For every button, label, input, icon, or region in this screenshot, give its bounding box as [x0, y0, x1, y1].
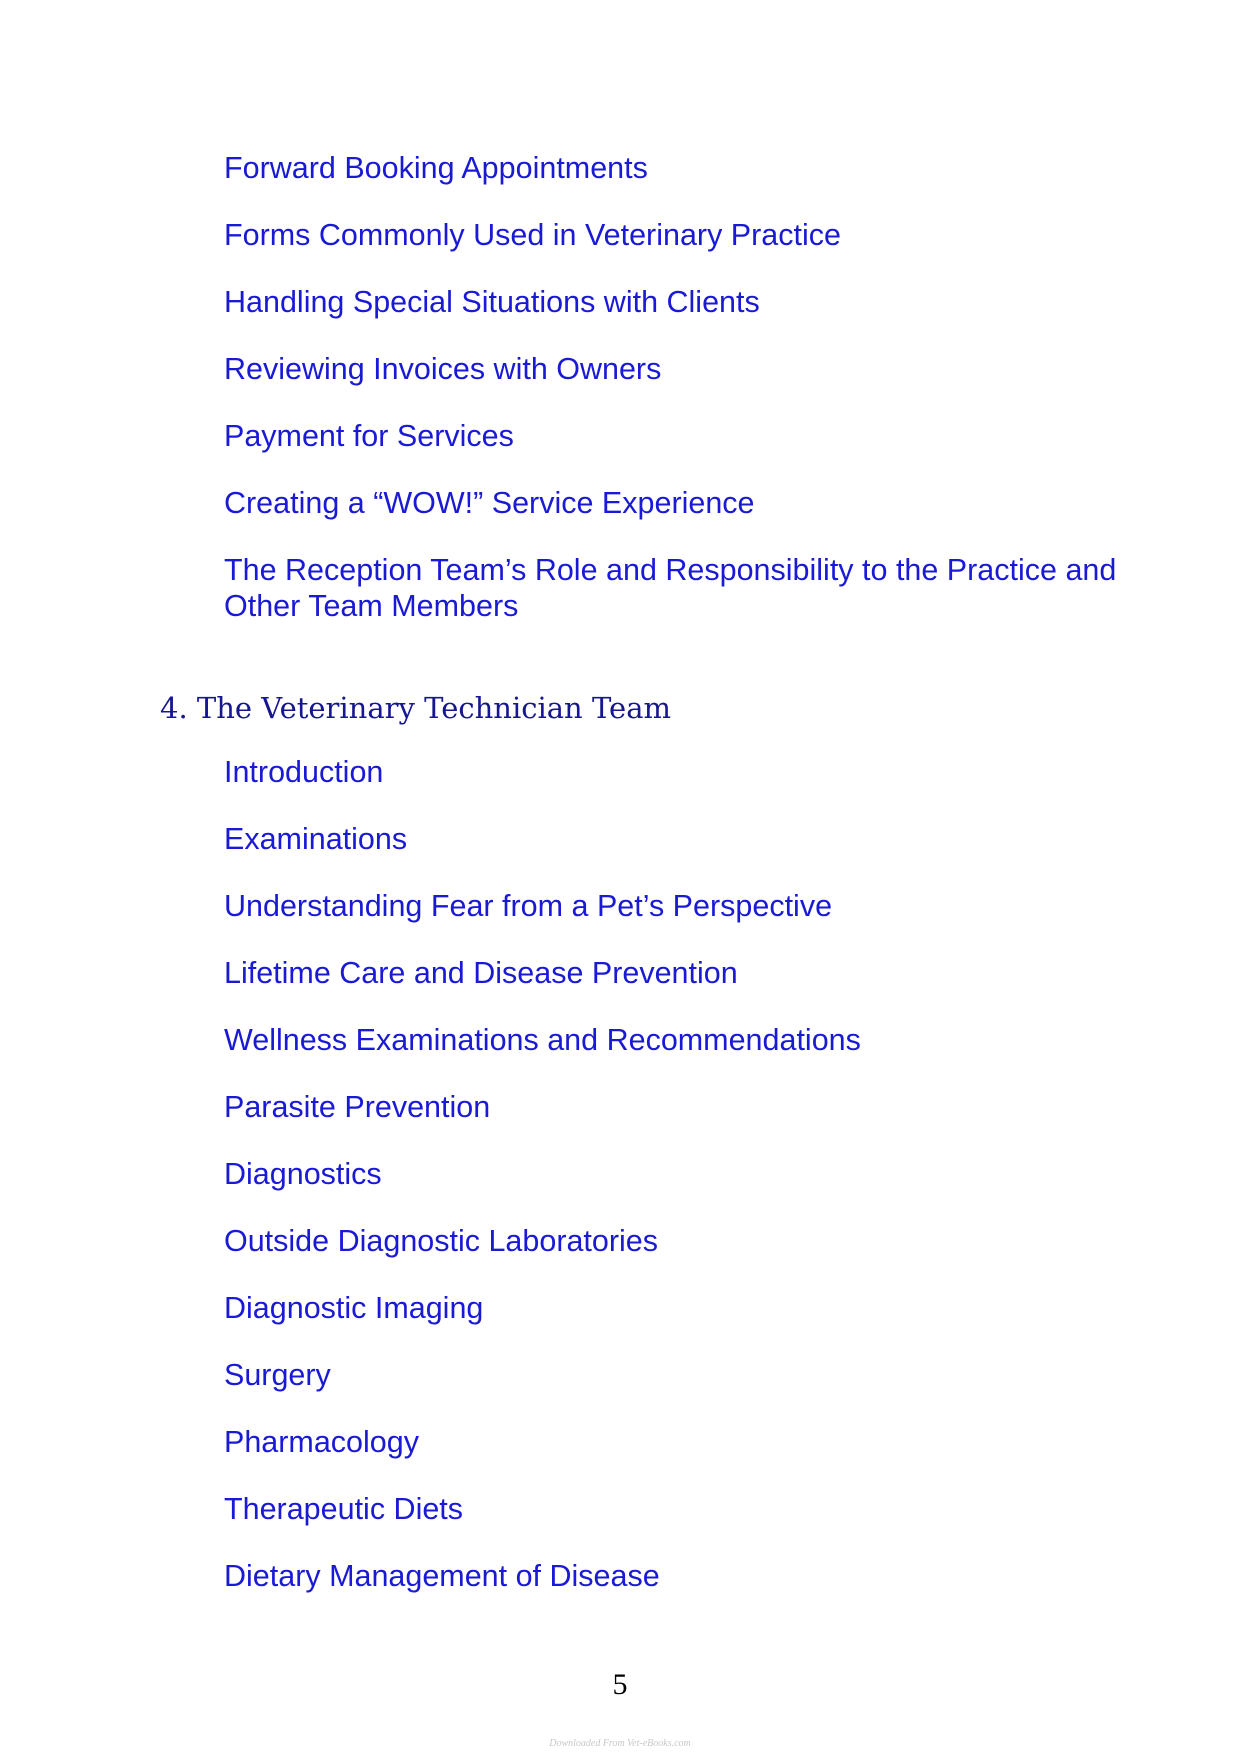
toc-link-dietary-management[interactable]: Dietary Management of Disease [224, 1559, 660, 1593]
toc-link-surgery[interactable]: Surgery [224, 1358, 331, 1392]
toc-link-forward-booking-appointments[interactable]: Forward Booking Appointments [224, 151, 648, 185]
toc-link-handling-special-situations[interactable]: Handling Special Situations with Clients [224, 285, 760, 319]
toc-link-examinations[interactable]: Examinations [224, 822, 408, 856]
toc-link-forms-commonly-used[interactable]: Forms Commonly Used in Veterinary Practice [224, 218, 841, 252]
toc-link-introduction[interactable]: Introduction [224, 755, 384, 789]
toc-link-understanding-fear[interactable]: Understanding Fear from a Pet’s Perspective [224, 889, 833, 923]
toc-link-reviewing-invoices[interactable]: Reviewing Invoices with Owners [224, 352, 662, 386]
toc-link-wow-service-experience[interactable]: Creating a “WOW!” Service Experience [224, 486, 755, 520]
toc-link-wellness-examinations[interactable]: Wellness Examinations and Recommendations [224, 1023, 861, 1057]
toc-link-payment-for-services[interactable]: Payment for Services [224, 419, 514, 453]
toc-link-outside-diagnostic-laboratories[interactable]: Outside Diagnostic Laboratories [224, 1224, 659, 1258]
toc-link-lifetime-care[interactable]: Lifetime Care and Disease Prevention [224, 956, 738, 990]
footer-watermark: Downloaded From Vet-eBooks.com [549, 1738, 691, 1749]
toc-link-parasite-prevention[interactable]: Parasite Prevention [224, 1090, 491, 1124]
toc-link-diagnostic-imaging[interactable]: Diagnostic Imaging [224, 1291, 484, 1325]
toc-link-reception-team-role[interactable]: The Reception Team’s Role and Responsibility to the Practice and Other Team Members [224, 553, 1117, 623]
toc-link-pharmacology[interactable]: Pharmacology [224, 1425, 419, 1459]
chapter-heading: 4. The Veterinary Technician Team [160, 691, 671, 725]
toc-link-diagnostics[interactable]: Diagnostics [224, 1157, 382, 1191]
toc-link-therapeutic-diets[interactable]: Therapeutic Diets [224, 1492, 464, 1526]
page-number: 5 [612, 1668, 628, 1701]
